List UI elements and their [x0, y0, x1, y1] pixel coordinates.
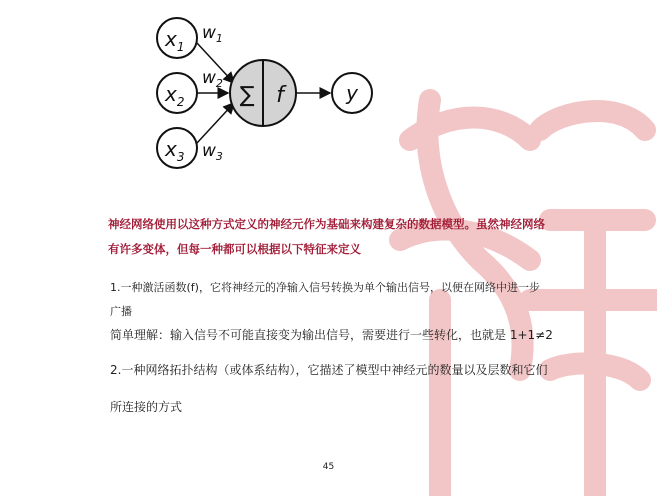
point-2-topology-line1: 2.一种网络拓扑结构（或体系结构），它描述了模型中神经元的数量以及层数和它们 [110, 363, 548, 377]
weight-w3-sub: 3 [215, 150, 223, 163]
edge-x3 [197, 103, 234, 143]
input-x3-var: x [165, 137, 177, 161]
svg-text:x1 [164, 27, 184, 54]
simple-understanding: 简单理解：输入信号不可能直接变为输出信号，需要进行一些转化，也就是 1+1≠2 [110, 328, 553, 342]
input-x2-sub: 2 [176, 95, 185, 109]
svg-text:w3 [202, 141, 223, 163]
weight-w2-var: w [202, 68, 216, 88]
svg-text:w1 [202, 23, 223, 45]
weight-w2-sub: 2 [215, 77, 223, 90]
point-1-activation-function: 1.一种激活函数(f)，它将神经元的净输入信号转换为单个输出信号，以便在网络中进一步广播 [110, 281, 540, 318]
point-2-topology-line2: 所连接的方式 [110, 400, 183, 414]
sum-symbol: ∑ [239, 83, 255, 108]
neuron-diagram [150, 10, 380, 180]
input-x1-var: x [165, 27, 177, 51]
input-x2-var: x [165, 82, 177, 106]
weight-w1-sub: 1 [215, 32, 223, 45]
svg-text:x3 [164, 137, 184, 164]
input-x3-sub: 3 [176, 150, 185, 164]
input-x1-sub: 1 [176, 40, 185, 54]
page-number: 45 [322, 462, 335, 472]
output-symbol: y [346, 81, 358, 105]
activation-symbol: f [276, 83, 284, 108]
weight-w3-var: w [202, 141, 216, 161]
definition-paragraph: 神经网络使用以这种方式定义的神经元作为基础来构建复杂的数据模型。虽然神经网络有许多变体，但每一种都可以根据以下特征来定义 [108, 217, 545, 256]
svg-text:w2 [202, 68, 223, 90]
svg-text:x2 [164, 82, 184, 109]
weight-w1-var: w [202, 23, 216, 43]
